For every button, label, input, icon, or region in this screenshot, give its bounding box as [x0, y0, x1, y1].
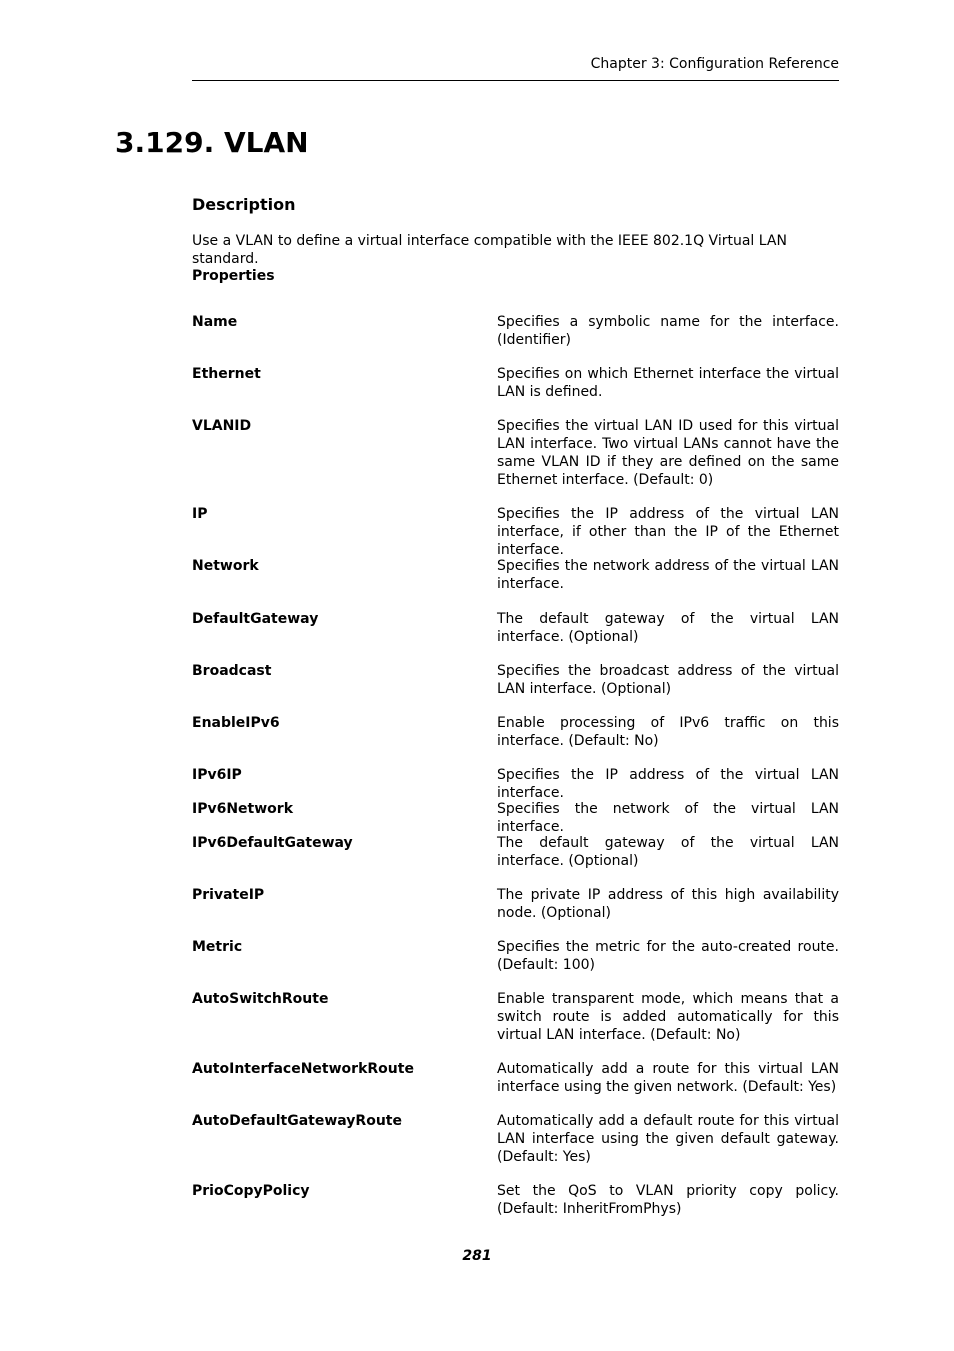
property-name: AutoDefaultGatewayRoute: [192, 1113, 402, 1129]
property-name: EnableIPv6: [192, 715, 280, 731]
property-name: Network: [192, 558, 259, 574]
property-description: Automatically add a default route for this virtual LAN interface using the given default gateway. (Default: Yes): [497, 1113, 839, 1165]
property-name: IP: [192, 506, 208, 522]
property-description: Specifies the metric for the auto-created route. (Default: 100): [497, 939, 839, 973]
header-rule: [192, 80, 839, 81]
property-description: Enable transparent mode, which means that a switch route is added automatically for this virtual LAN interface. (Default: No): [497, 991, 839, 1043]
property-description: Enable processing of IPv6 traffic on this interface. (Default: No): [497, 715, 839, 749]
property-name: Name: [192, 314, 238, 330]
property-name: PrioCopyPolicy: [192, 1183, 310, 1199]
section-title: 3.129. VLAN: [115, 126, 309, 159]
property-name: Broadcast: [192, 663, 272, 679]
running-header: Chapter 3: Configuration Reference: [590, 56, 839, 72]
property-description: Specifies the IP address of the virtual LAN interface, if other than the IP of the Ethernet interface.: [497, 506, 839, 558]
property-description: Specifies the network address of the virtual LAN interface.: [497, 558, 839, 592]
property-description: Specifies the virtual LAN ID used for this virtual LAN interface. Two virtual LANs cannot have the same VLAN ID if they are defined on the same Ethernet interface. (Default: 0): [497, 418, 839, 488]
property-description: Specifies on which Ethernet interface the virtual LAN is defined.: [497, 366, 839, 400]
property-name: Metric: [192, 939, 243, 955]
property-name: VLANID: [192, 418, 252, 434]
property-description: Specifies the broadcast address of the virtual LAN interface. (Optional): [497, 663, 839, 697]
property-name: AutoInterfaceNetworkRoute: [192, 1061, 414, 1077]
property-description: The private IP address of this high availability node. (Optional): [497, 887, 839, 921]
property-name: IPv6DefaultGateway: [192, 835, 353, 851]
description-text: Use a VLAN to define a virtual interface compatible with the IEEE 802.1Q Virtual LAN standard.: [192, 233, 787, 267]
property-name: AutoSwitchRoute: [192, 991, 329, 1007]
property-description: Automatically add a route for this virtual LAN interface using the given network. (Default: Yes): [497, 1061, 839, 1095]
property-description: The default gateway of the virtual LAN interface. (Optional): [497, 835, 839, 869]
property-description: Specifies the network of the virtual LAN interface.: [497, 801, 839, 835]
properties-heading: Properties: [192, 268, 275, 284]
property-name: IPv6Network: [192, 801, 294, 817]
page-number: 281: [462, 1248, 492, 1264]
property-description: Set the QoS to VLAN priority copy policy. (Default: InheritFromPhys): [497, 1183, 839, 1217]
property-description: Specifies the IP address of the virtual LAN interface.: [497, 767, 839, 801]
property-description: The default gateway of the virtual LAN interface. (Optional): [497, 611, 839, 645]
property-name: Ethernet: [192, 366, 261, 382]
property-description: Specifies a symbolic name for the interface. (Identifier): [497, 314, 839, 348]
property-name: IPv6IP: [192, 767, 242, 783]
description-heading: Description: [192, 195, 296, 214]
property-name: DefaultGateway: [192, 611, 319, 627]
property-name: PrivateIP: [192, 887, 265, 903]
